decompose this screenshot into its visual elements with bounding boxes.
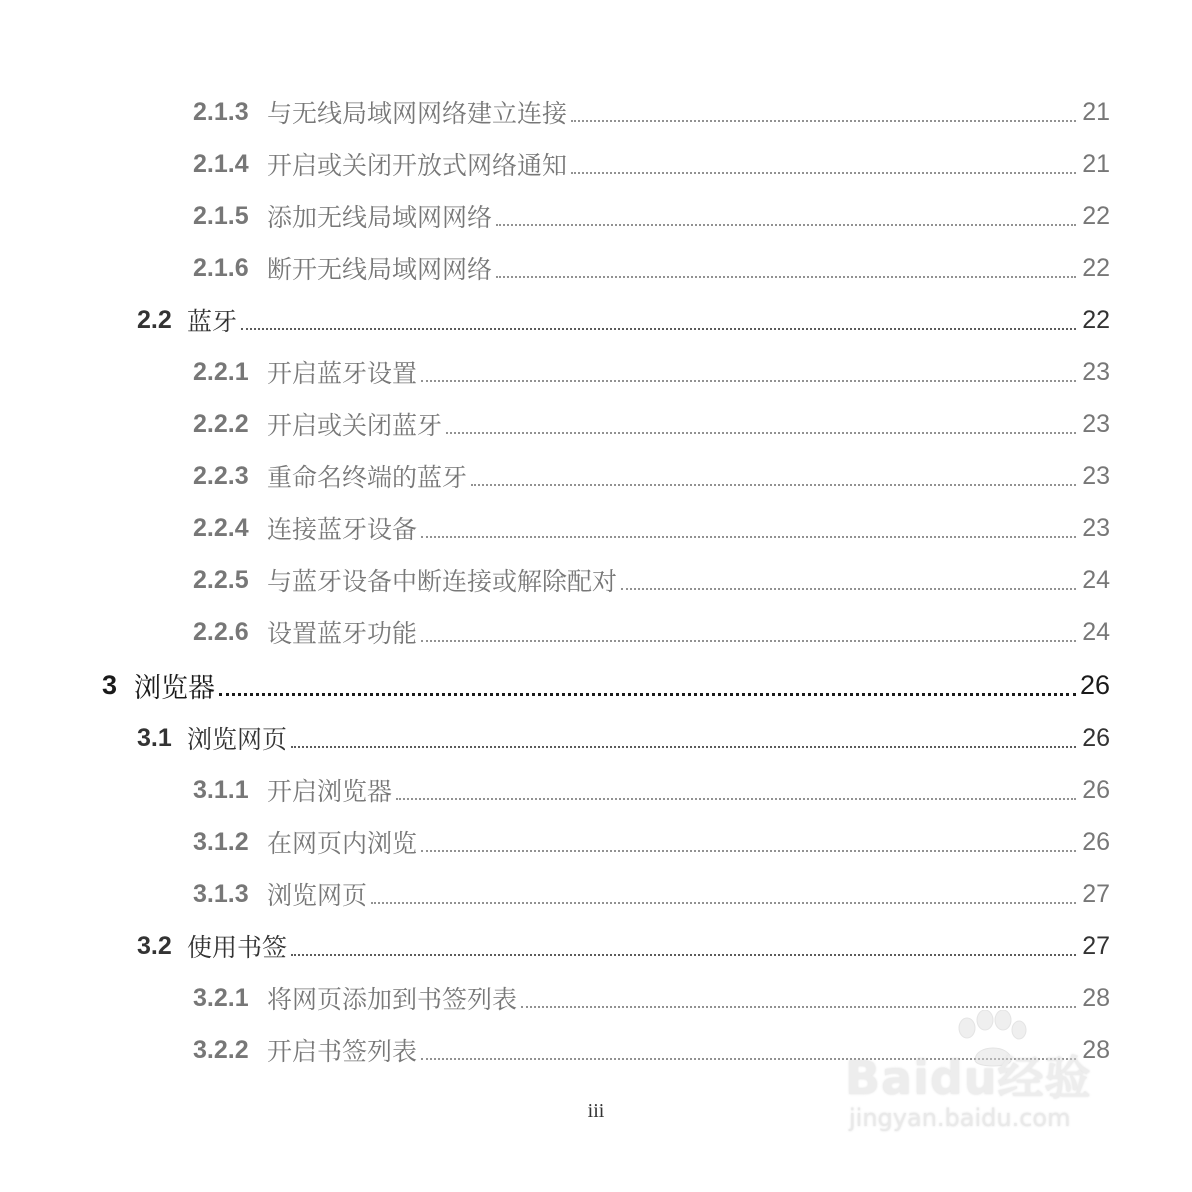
toc-entry[interactable] bbox=[0, 712, 1192, 764]
dot-leader bbox=[371, 902, 1076, 904]
dot-leader bbox=[621, 588, 1076, 590]
toc-entry[interactable] bbox=[0, 920, 1192, 972]
toc-entry-title: 重命名终端的蓝牙 bbox=[267, 463, 468, 492]
baidu-jingyan-watermark bbox=[845, 1010, 1125, 1150]
toc-entry-page: 23 bbox=[1082, 409, 1110, 438]
toc-entry-number: 2.1.3 bbox=[193, 97, 249, 126]
toc-entry[interactable] bbox=[0, 294, 1192, 346]
toc-entry-number: 2.1.4 bbox=[193, 149, 249, 178]
toc-entry-number: 3.1.2 bbox=[193, 827, 249, 856]
toc-entry[interactable] bbox=[0, 190, 1192, 242]
watermark-brand: Baidu经验 bbox=[845, 1051, 1092, 1105]
toc-entry-number: 2.2.5 bbox=[193, 565, 249, 594]
toc-entry-title: 开启浏览器 bbox=[267, 777, 393, 806]
toc-entry-title: 开启书签列表 bbox=[267, 1037, 418, 1066]
dot-leader bbox=[571, 172, 1076, 174]
dot-leader bbox=[421, 850, 1076, 852]
toc-entry-title: 浏览网页 bbox=[267, 881, 368, 910]
toc-entry[interactable] bbox=[0, 398, 1192, 450]
dot-leader bbox=[219, 693, 1076, 696]
toc-entry-page: 23 bbox=[1082, 513, 1110, 542]
dot-leader bbox=[521, 1006, 1076, 1008]
toc-entry-number: 2.2.2 bbox=[193, 409, 249, 438]
toc-entry-page: 21 bbox=[1082, 149, 1110, 178]
toc-entry[interactable] bbox=[0, 816, 1192, 868]
toc-entry-number: 2.1.5 bbox=[193, 201, 249, 230]
toc-entry-title: 开启或关闭开放式网络通知 bbox=[267, 151, 568, 180]
toc-entry[interactable] bbox=[0, 764, 1192, 816]
dot-leader bbox=[421, 536, 1076, 538]
dot-leader bbox=[471, 484, 1076, 486]
toc-entry-number: 3.1.1 bbox=[193, 775, 249, 804]
dot-leader bbox=[396, 798, 1076, 800]
toc-entry-number: 2.1.6 bbox=[193, 253, 249, 282]
toc-entry[interactable] bbox=[0, 658, 1192, 712]
toc-entry-title: 开启或关闭蓝牙 bbox=[267, 411, 443, 440]
toc-entry[interactable] bbox=[0, 450, 1192, 502]
toc-entry-number: 2.2.1 bbox=[193, 357, 249, 386]
toc-entry-page: 26 bbox=[1082, 775, 1110, 804]
toc-entry-page: 26 bbox=[1082, 827, 1110, 856]
toc-entry-page: 26 bbox=[1079, 669, 1110, 700]
toc-entry-page: 23 bbox=[1082, 461, 1110, 490]
toc-entry[interactable] bbox=[0, 138, 1192, 190]
toc-entry-number: 3.1.3 bbox=[193, 879, 249, 908]
dot-leader bbox=[421, 380, 1076, 382]
toc-entry-title: 浏览器 bbox=[134, 672, 215, 704]
toc-entry-number: 2.2.4 bbox=[193, 513, 249, 542]
toc-entry-page: 24 bbox=[1082, 617, 1110, 646]
toc-entry[interactable] bbox=[0, 86, 1192, 138]
dot-leader bbox=[241, 328, 1076, 330]
toc-entry-page: 27 bbox=[1082, 931, 1110, 960]
toc-entry-number: 2.2.6 bbox=[193, 617, 249, 646]
dot-leader bbox=[446, 432, 1076, 434]
toc-entry-number: 3 bbox=[102, 669, 118, 700]
toc-entry-title: 断开无线局域网网络 bbox=[267, 255, 493, 284]
toc-entry[interactable] bbox=[0, 242, 1192, 294]
toc-entry-page: 28 bbox=[1082, 983, 1110, 1012]
toc-entry-page: 23 bbox=[1082, 357, 1110, 386]
dot-leader bbox=[421, 640, 1076, 642]
toc-entry[interactable] bbox=[0, 346, 1192, 398]
watermark-url: jingyan.baidu.com bbox=[849, 1104, 1071, 1132]
toc-entry-title: 与无线局域网网络建立连接 bbox=[267, 99, 568, 128]
dot-leader bbox=[571, 120, 1076, 122]
toc-entry-page: 22 bbox=[1082, 253, 1110, 282]
toc-entry-number: 3.2.2 bbox=[193, 1035, 249, 1064]
toc-entry-title: 开启蓝牙设置 bbox=[267, 359, 418, 388]
toc-entry[interactable] bbox=[0, 502, 1192, 554]
dot-leader bbox=[291, 954, 1076, 956]
toc-entry-title: 在网页内浏览 bbox=[267, 829, 418, 858]
toc-entry-title: 使用书签 bbox=[187, 933, 288, 962]
toc-entry-page: 22 bbox=[1082, 305, 1110, 334]
page-number: iii bbox=[587, 1100, 605, 1122]
toc-entry-title: 蓝牙 bbox=[187, 307, 238, 336]
toc-entry-page: 26 bbox=[1082, 723, 1110, 752]
toc-entry[interactable] bbox=[0, 554, 1192, 606]
toc-entry-page: 27 bbox=[1082, 879, 1110, 908]
toc-entry-title: 将网页添加到书签列表 bbox=[267, 985, 518, 1014]
toc-entry-title: 添加无线局域网网络 bbox=[267, 203, 493, 232]
toc-entry[interactable] bbox=[0, 868, 1192, 920]
toc-entry-title: 浏览网页 bbox=[187, 725, 288, 754]
toc-entry-page: 21 bbox=[1082, 97, 1110, 126]
toc-entry-page: 22 bbox=[1082, 201, 1110, 230]
toc-entry-number: 3.1 bbox=[137, 723, 172, 752]
toc-entry-title: 与蓝牙设备中断连接或解除配对 bbox=[267, 567, 618, 596]
toc-entry-number: 2.2.3 bbox=[193, 461, 249, 490]
toc-entry-title: 设置蓝牙功能 bbox=[267, 619, 418, 648]
toc-entry-number: 3.2 bbox=[137, 931, 172, 960]
toc-entry-page: 24 bbox=[1082, 565, 1110, 594]
table-of-contents bbox=[0, 86, 1192, 1076]
toc-entry-number: 2.2 bbox=[137, 305, 172, 334]
dot-leader bbox=[496, 224, 1076, 226]
dot-leader bbox=[496, 276, 1076, 278]
toc-entry-title: 连接蓝牙设备 bbox=[267, 515, 418, 544]
dot-leader bbox=[291, 746, 1076, 748]
toc-entry[interactable] bbox=[0, 606, 1192, 658]
toc-entry-number: 3.2.1 bbox=[193, 983, 249, 1012]
toc-entry-page: 28 bbox=[1082, 1035, 1110, 1064]
